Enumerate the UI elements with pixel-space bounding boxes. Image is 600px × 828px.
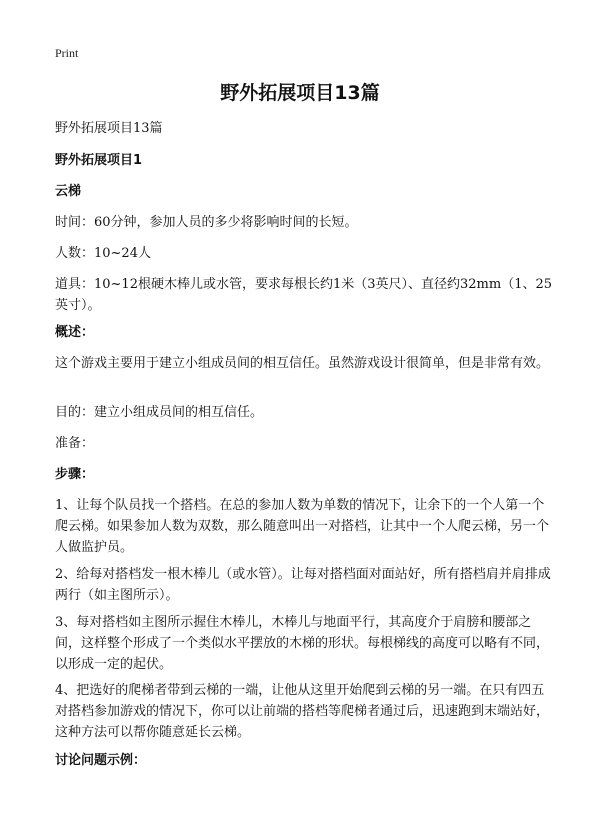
purpose-paragraph: 目的：建立小组成员间的相互信任。	[55, 405, 264, 420]
props-paragraph: 道具：10~12根硬木棒儿或水管，要求每根长约1米（3英尺）、直径约32mm（1、25英寸）。	[55, 277, 553, 313]
step-2-paragraph: 2、给每对搭档发一根木棒儿（或水管）。让每对搭档面对面站好，所有搭档肩并肩排成两行（如主图所示）。	[55, 567, 551, 603]
section-heading: 野外拓展项目1	[55, 153, 143, 168]
people-paragraph: 人数：10~24人	[55, 246, 151, 261]
step-3-paragraph: 3、每对搭档如主图所示握住木棒儿，木棒儿与地面平行，其高度介于肩膀和腰部之间，这样整个形成了一个类似水平摆放的木梯的形状。每根梯线的高度可以略有不同，以形成一定的起伏。	[55, 615, 550, 672]
preparation-label: 准备：	[55, 436, 95, 451]
print-link[interactable]: Print	[55, 46, 79, 60]
activity-heading: 云梯	[55, 184, 82, 199]
discussion-heading: 讨论问题示例：	[55, 753, 147, 768]
page-title: 野外拓展项目13篇	[220, 82, 380, 104]
step-4-paragraph: 4、把选好的爬梯者带到云梯的一端，让他从这里开始爬到云梯的另一端。在只有四五对搭档参加游戏的情况下，你可以让前端的搭档等爬梯者通过后，迅速跑到末端站好，这种方法可以帮你随意延长云梯。	[55, 683, 550, 740]
overview-paragraph: 这个游戏主要用于建立小组成员间的相互信任。虽然游戏设计很简单，但是非常有效。	[55, 356, 550, 371]
subtitle-text: 野外拓展项目13篇	[55, 121, 163, 136]
overview-heading: 概述：	[55, 325, 95, 340]
time-paragraph: 时间：60分钟，参加人员的多少将影响时间的长短。	[55, 215, 358, 230]
step-1-paragraph: 1、让每个队员找一个搭档。在总的参加人数为单数的情况下，让余下的一个人第一个爬云梯。如果参加人数为双数，那么随意叫出一对搭档，让其中一个人爬云梯，另一个人做监护员。	[55, 498, 550, 555]
steps-heading: 步骤：	[55, 467, 95, 482]
